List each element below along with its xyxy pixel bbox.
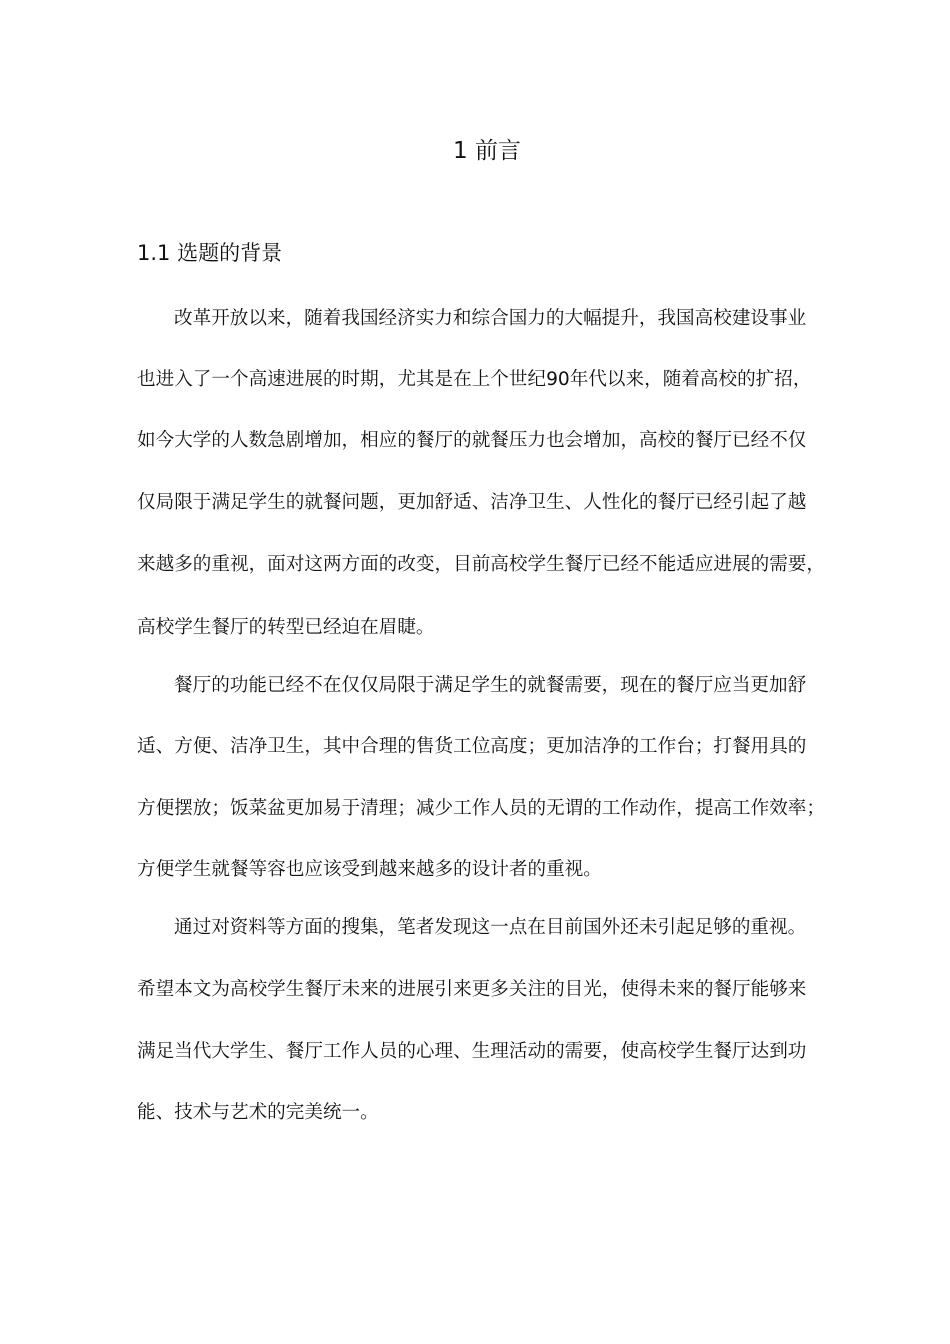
- section-title: 1.1 选题的背景: [137, 241, 283, 265]
- paragraph-3-line: 满足当代大学生、餐厅工作人员的心理、生理活动的需要，使高校学生餐厅达到功: [137, 1041, 807, 1062]
- paragraph-2-line: 方便学生就餐等容也应该受到越来越多的设计者的重视。: [137, 859, 602, 880]
- paragraph-3-line: 能、技术与艺术的完美统一。: [137, 1102, 379, 1123]
- paragraph-2-line: 适、方便、洁净卫生，其中合理的售货工位高度；更加洁净的工作台；打餐用具的: [137, 736, 807, 757]
- paragraph-2-line: 餐厅的功能已经不在仅仅局限于满足学生的就餐需要，现在的餐厅应当更加舒: [174, 675, 807, 696]
- paragraph-1-line: 来越多的重视，面对这两方面的改变，目前高校学生餐厅已经不能适应进展的需要，: [137, 554, 825, 575]
- paragraph-1-line: 高校学生餐厅的转型已经迫在眉睫。: [137, 617, 435, 638]
- paragraph-1-line: 如今大学的人数急剧增加，相应的餐厅的就餐压力也会增加，高校的餐厅已经不仅: [137, 430, 807, 451]
- chapter-title: 1 前言: [453, 138, 521, 164]
- paragraph-1-line: 仅局限于满足学生的就餐问题，更加舒适、洁净卫生、人性化的餐厅已经引起了越: [137, 492, 807, 513]
- paragraph-3-line: 通过对资料等方面的搜集，笔者发现这一点在目前国外还未引起足够的重视。: [174, 917, 807, 938]
- paragraph-3-line: 希望本文为高校学生餐厅未来的进展引来更多关注的目光，使得未来的餐厅能够来: [137, 979, 807, 1000]
- paragraph-1-line: 也进入了一个高速进展的时期，尤其是在上个世纪90年代以来，随着高校的扩招，: [137, 369, 812, 390]
- paragraph-2-line: 方便摆放；饭菜盆更加易于清理；减少工作人员的无谓的工作动作，提高工作效率；: [137, 798, 825, 819]
- paragraph-1-line: 改革开放以来，随着我国经济实力和综合国力的大幅提升，我国高校建设事业: [174, 308, 807, 329]
